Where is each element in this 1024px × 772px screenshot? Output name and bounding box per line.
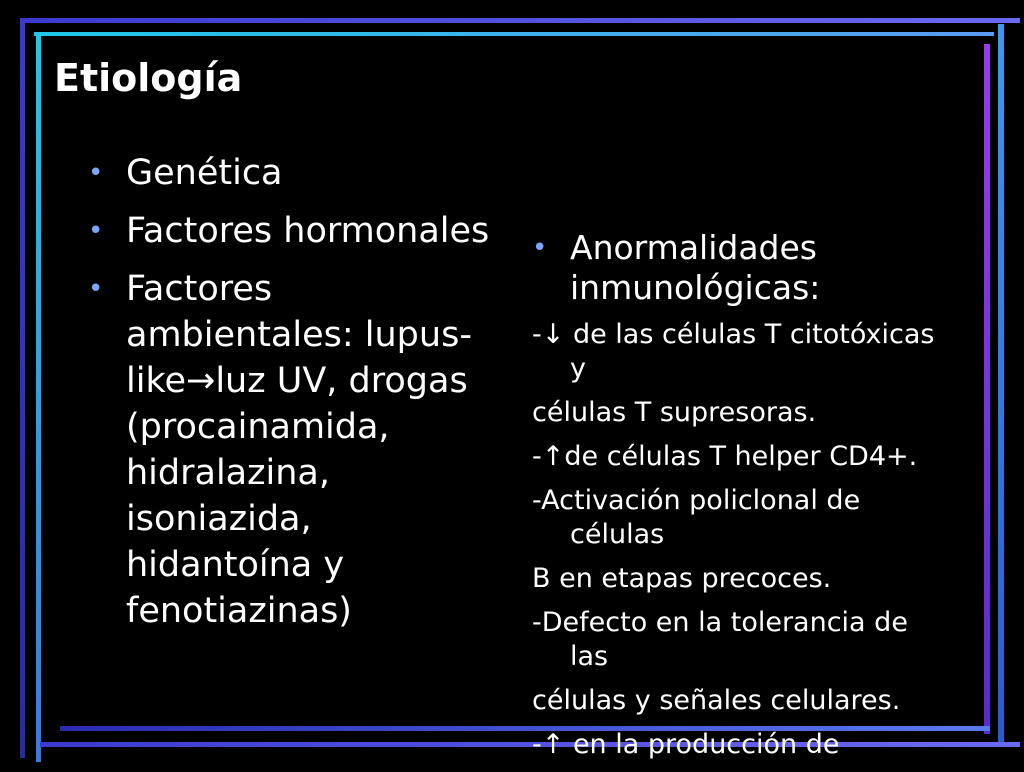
frame-line-left [20,18,25,758]
left-bullet-list [88,150,508,646]
right-column [532,228,992,772]
bullet-text: Factores hormonales [126,211,490,251]
abnormality-line [532,728,992,762]
frame-line-top [20,18,1020,23]
bullet-text: Genética [126,153,283,193]
bullet-icon: • [88,216,104,246]
line-text: B en etapas precoces. [532,563,832,594]
line-text: células y señales celulares. [532,685,901,716]
line-text: -↑de células T helper CD4+. [532,441,918,472]
bullet-icon: • [532,233,548,263]
line-text: células T supresoras. [532,397,817,428]
abnormality-line [532,562,992,596]
bullet-item [88,208,508,254]
bullet-item [88,150,508,196]
line-text: -Defecto en la tolerancia de [532,607,908,638]
right-bullet-heading [532,228,992,308]
abnormality-line [532,684,992,718]
bullet-text: Factores ambientales: lupus-like→luz UV, drogas (procainamida, hidralazina, isoniazida, hidantoína y fenotiazinas) [126,269,472,631]
slide-title: Etiología [54,56,243,100]
bullet-icon: • [88,274,104,304]
abnormalities-list [532,318,992,762]
abnormality-line [532,484,992,552]
line-text: -Activación policlonal de [532,485,861,516]
frame-line-right [998,24,1004,744]
line-continuation: las [570,641,609,672]
line-text: -↑ en la producción de [532,729,840,760]
bullet-item [88,266,508,634]
line-continuation: y [570,353,586,384]
abnormality-line [532,318,992,386]
heading-text: Anormalidades inmunológicas: [570,228,821,307]
abnormality-line [532,440,992,474]
line-text: -↓ de las células T citotóxicas [532,319,935,350]
frame-line-left-inner [36,32,41,762]
line-continuation: células [570,519,665,550]
frame-line-top-inner [34,32,994,36]
abnormality-line [532,606,992,674]
bullet-icon: • [88,158,104,188]
abnormality-line [532,396,992,430]
